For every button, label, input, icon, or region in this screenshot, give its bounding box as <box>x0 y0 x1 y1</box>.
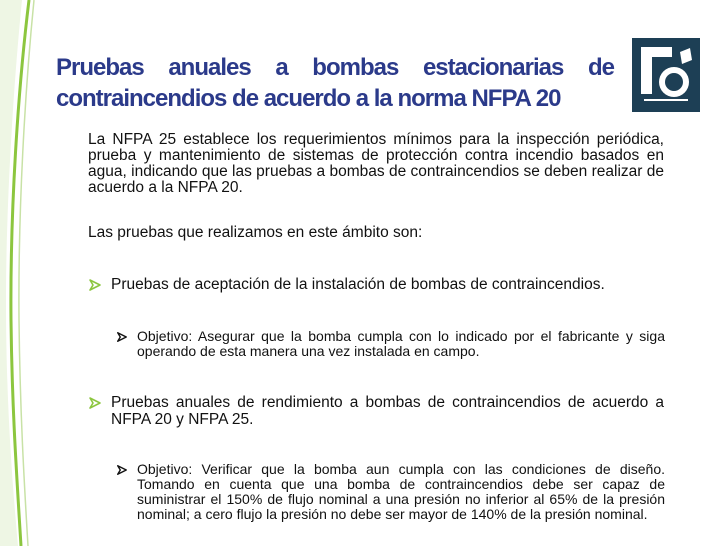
bullet-text: Pruebas anuales de rendimiento a bombas de contraincendios de acuerdo a NFPA 20 y NFPA 25. <box>111 394 664 428</box>
sub-bullet-text: Objetivo: Verificar que la bomba aun cumpla con las condiciones de diseño. Tomando en cuenta que una bomba de contraincendios debe ser capaz de suministrar el 150% de flujo nominal a una presión no inferior al 65% de la presión nominal; a cero flujo la presión no debe ser mayor de 140% de la presión nominal. <box>137 461 665 522</box>
sub-bullet-text: Objetivo: Asegurar que la bomba cumpla con lo indicado por el fabricante y siga operando de esta manera una vez instalada en campo. <box>137 328 665 359</box>
arrow-bullet-icon <box>88 396 102 410</box>
intro-paragraph: La NFPA 25 establece los requerimientos mínimos para la inspección periódica, prueba y mantenimiento de sistemas de protección contra incendio basados en agua, indicando que las pruebas a bombas de contraincendios se deben realizar de acuerdo a la NFPA 20. <box>88 131 664 196</box>
arrow-bullet-icon <box>116 331 128 343</box>
slide-title: Pruebas anuales a bombas estacionarias de contraincendios de acuerdo a la norma NFPA 20 <box>56 54 614 112</box>
arrow-bullet-icon <box>116 464 128 476</box>
arrow-bullet-icon <box>88 278 102 292</box>
lead-paragraph: Las pruebas que realizamos en este ámbito son: <box>88 224 423 241</box>
bullet-text: Pruebas de aceptación de la instalación de bombas de contraincendios. <box>111 276 605 293</box>
